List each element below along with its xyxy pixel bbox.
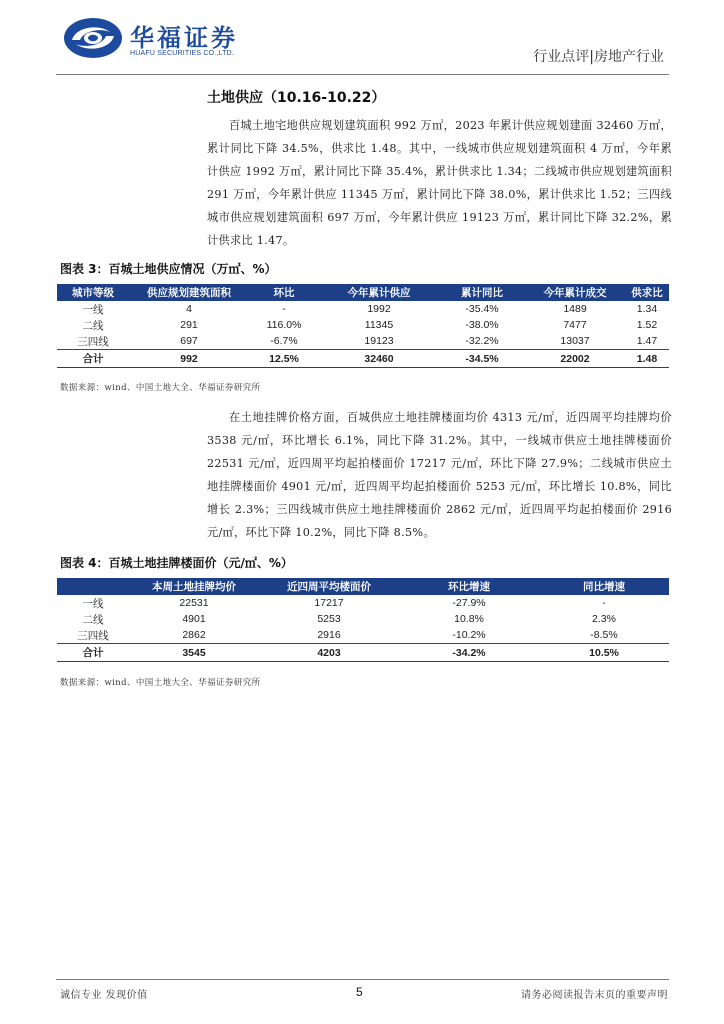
table-cell: 三四线 — [77, 629, 109, 642]
column-header: 同比增速 — [539, 578, 669, 595]
table-cell: 22531 — [179, 597, 209, 609]
table-header-row — [57, 578, 669, 595]
table-cell: 1.48 — [625, 350, 669, 368]
table-cell: 1.52 — [636, 319, 658, 331]
column-header: 近四周平均楼面价 — [259, 578, 399, 595]
table-cell: -32.2% — [465, 335, 499, 347]
table-cell: -34.2% — [399, 644, 539, 662]
table-cell: 10.5% — [539, 644, 669, 662]
table-row — [57, 611, 669, 627]
table-cell: 合计 — [57, 644, 129, 662]
table-cell: 1.47 — [636, 335, 658, 347]
table-cell: -35.4% — [465, 303, 499, 315]
table-cell: - — [282, 303, 286, 315]
table-cell: 7477 — [563, 319, 587, 331]
table-cell: -6.7% — [270, 335, 298, 347]
table-header-row — [57, 284, 669, 301]
table-cell: 二线 — [82, 319, 104, 332]
figure-3-source: 数据来源：wind、中国土地大全、华福证券研究所 — [60, 383, 261, 393]
table-row — [57, 627, 669, 644]
header-divider — [56, 74, 669, 75]
column-header: 本周土地挂牌均价 — [129, 578, 259, 595]
table-cell: 4203 — [259, 644, 399, 662]
land-supply-paragraph: 百城土地宅地供应规划建筑面积 992 万㎡，2023 年累计供应规划建面 32460 万㎡，累计同比下降 34.5%，供求比 1.48。其中，一线城市供应规划建筑面积 4 万㎡，今年累计供应 1992 万㎡，累计同比下降 35.4%，累计供求比 1.34；二线城市供应规划建筑面积 291 万㎡，今年累计供应 11345 万㎡，累计同比下降 38.0%，累计供求比 1.52；三四线城市供应规划建筑面积 697 万㎡，今年累计供应 19123 万㎡，累计同比下降 32.2%，累计供求比 1.47。 — [207, 119, 672, 247]
table-cell: -10.2% — [452, 629, 486, 641]
table-cell: 17217 — [314, 597, 344, 609]
table-cell: 4 — [186, 303, 192, 315]
table-cell: 三四线 — [77, 335, 109, 348]
page-header — [0, 0, 724, 90]
table-cell: 116.0% — [266, 319, 302, 331]
column-header: 供求比 — [625, 284, 669, 301]
table-cell: -38.0% — [465, 319, 499, 331]
logo-english-name: HUAFU SECURITIES CO.,LTD. — [130, 50, 235, 57]
table-row — [57, 317, 669, 333]
table-total-row — [57, 644, 669, 662]
page-number: 5 — [356, 985, 363, 999]
table-cell: 12.5% — [249, 350, 319, 368]
column-header: 供应规划建筑面积 — [129, 284, 249, 301]
table-cell: 697 — [180, 335, 198, 347]
column-header: 今年累计成交 — [525, 284, 625, 301]
table-cell: 1992 — [367, 303, 391, 315]
land-supply-table — [57, 284, 669, 368]
column-header: 城市等级 — [57, 284, 129, 301]
land-price-paragraph: 在土地挂牌价格方面，百城供应土地挂牌楼面均价 4313 元/㎡，近四周平均挂牌均价 3538 元/㎡，环比增长 6.1%，同比下降 31.2%。其中，一线城市供应土地挂牌楼面价 22531 元/㎡，近四周平均起拍楼面价 17217 元/㎡，环比下降 27.9%；二线城市供应土地挂牌楼面价 4901 元/㎡，近四周平均起拍楼面价 5253 元/㎡，环比增长 10.8%，同比增长 2.3%；三四线城市供应土地挂牌楼面价 2862 元/㎡，近四周平均起拍楼面价 2916 元/㎡，环比下降 10.2%，同比下降 8.5%。 — [207, 411, 672, 539]
table-cell: 合计 — [57, 350, 129, 368]
table-cell: 22002 — [525, 350, 625, 368]
table-cell: 32460 — [319, 350, 439, 368]
column-header — [57, 578, 129, 595]
breadcrumb: 行业点评|房地产行业 — [533, 49, 664, 65]
table-cell: 10.8% — [454, 613, 484, 625]
table-cell: 2916 — [317, 629, 341, 641]
column-header: 今年累计供应 — [319, 284, 439, 301]
column-header: 环比 — [249, 284, 319, 301]
table-cell: 13037 — [560, 335, 590, 347]
table-row — [57, 333, 669, 350]
table-row — [57, 301, 669, 317]
table-cell: 4901 — [182, 613, 206, 625]
huafu-logo-icon — [62, 16, 124, 60]
table-cell: 二线 — [82, 613, 104, 626]
footer-slogan: 诚信专业 发现价值 — [60, 990, 148, 1001]
logo-chinese-name: 华福证券 — [130, 24, 238, 52]
table-total-row — [57, 350, 669, 368]
table-cell: 3545 — [129, 644, 259, 662]
column-header: 累计同比 — [439, 284, 525, 301]
footer-disclaimer: 请务必阅读报告末页的重要声明 — [521, 990, 668, 1001]
table-cell: 291 — [180, 319, 198, 331]
figure-4-source: 数据来源：wind、中国土地大全、华福证券研究所 — [60, 678, 261, 688]
table-cell: 一线 — [82, 597, 104, 610]
table-cell: 一线 — [82, 303, 104, 316]
table-cell: 2862 — [182, 629, 206, 641]
column-header: 环比增速 — [399, 578, 539, 595]
table-cell: -34.5% — [439, 350, 525, 368]
table-cell: 1.34 — [636, 303, 658, 315]
land-price-table — [57, 578, 669, 662]
table-cell: -27.9% — [452, 597, 486, 609]
table-cell: 992 — [129, 350, 249, 368]
figure-3-title: 图表 3：百城土地供应情况（万㎡、%） — [60, 262, 277, 276]
table-cell: - — [602, 597, 606, 609]
table-cell: 11345 — [364, 319, 394, 331]
section-title: 土地供应（10.16-10.22） — [207, 90, 386, 106]
figure-4-title: 图表 4：百城土地挂牌楼面价（元/㎡、%） — [60, 556, 293, 570]
company-logo — [62, 16, 262, 64]
table-cell: -8.5% — [590, 629, 618, 641]
table-cell: 5253 — [317, 613, 341, 625]
table-cell: 2.3% — [592, 613, 616, 625]
footer-divider — [56, 979, 669, 980]
table-cell: 19123 — [364, 335, 394, 347]
table-cell: 1489 — [563, 303, 587, 315]
table-row — [57, 595, 669, 611]
